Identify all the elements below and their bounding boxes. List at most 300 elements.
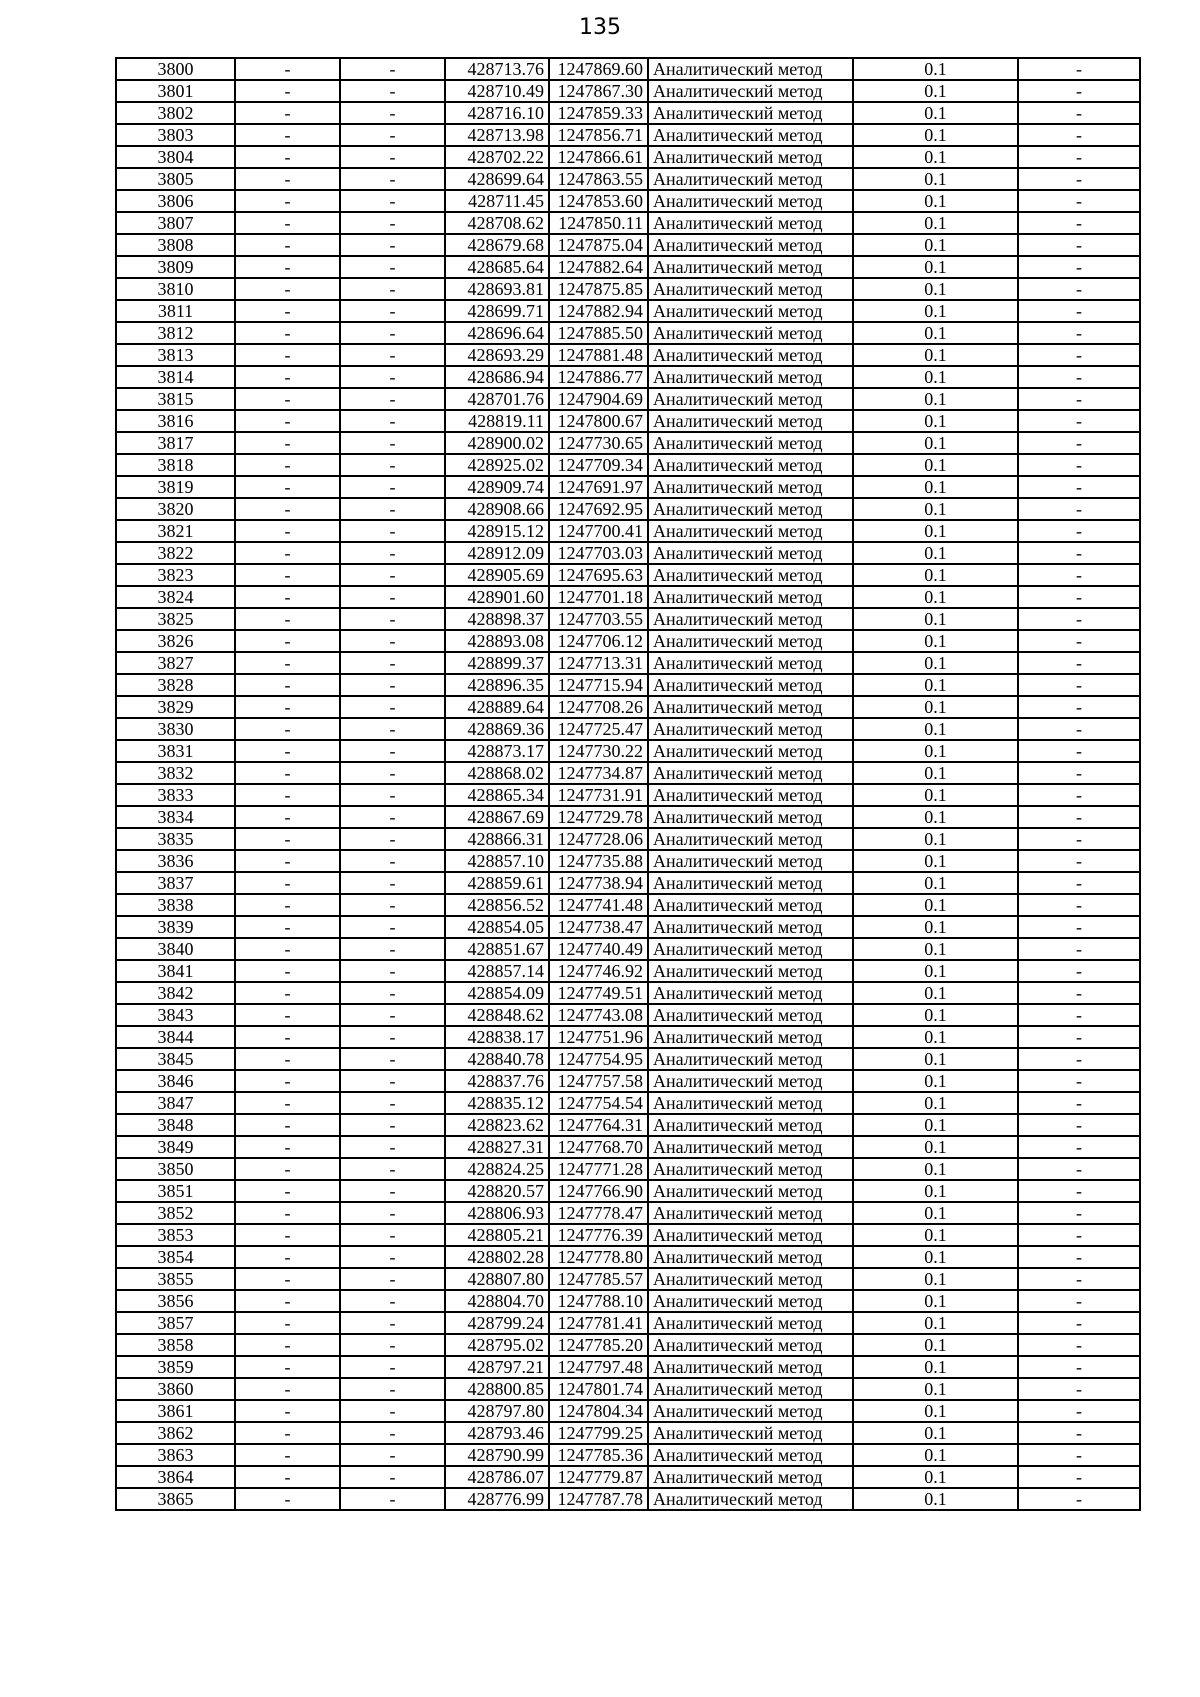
point-number-cell: 3848 bbox=[116, 1114, 235, 1136]
empty-value-cell: - bbox=[235, 476, 340, 498]
y-coordinate-cell: 1247866.61 bbox=[549, 146, 648, 168]
empty-value-cell: - bbox=[235, 498, 340, 520]
table-row bbox=[116, 520, 1140, 542]
empty-value-cell: - bbox=[340, 344, 445, 366]
empty-value-cell: - bbox=[235, 256, 340, 278]
empty-value-cell: - bbox=[340, 278, 445, 300]
table-row bbox=[116, 630, 1140, 652]
description-cell: - bbox=[1018, 1488, 1140, 1510]
point-number-cell: 3816 bbox=[116, 410, 235, 432]
table-row bbox=[116, 344, 1140, 366]
description-cell: - bbox=[1018, 652, 1140, 674]
y-coordinate-cell: 1247695.63 bbox=[549, 564, 648, 586]
method-cell: Аналитический метод bbox=[648, 894, 853, 916]
x-coordinate-cell: 428866.31 bbox=[445, 828, 549, 850]
x-coordinate-cell: 428869.36 bbox=[445, 718, 549, 740]
point-number-cell: 3864 bbox=[116, 1466, 235, 1488]
method-cell: Аналитический метод bbox=[648, 586, 853, 608]
method-cell: Аналитический метод bbox=[648, 366, 853, 388]
x-coordinate-cell: 428854.05 bbox=[445, 916, 549, 938]
accuracy-cell: 0.1 bbox=[853, 828, 1018, 850]
table-row bbox=[116, 278, 1140, 300]
point-number-cell: 3811 bbox=[116, 300, 235, 322]
x-coordinate-cell: 428693.29 bbox=[445, 344, 549, 366]
x-coordinate-cell: 428905.69 bbox=[445, 564, 549, 586]
description-cell: - bbox=[1018, 740, 1140, 762]
point-number-cell: 3836 bbox=[116, 850, 235, 872]
accuracy-cell: 0.1 bbox=[853, 80, 1018, 102]
empty-value-cell: - bbox=[235, 696, 340, 718]
coordinates-table bbox=[115, 57, 1141, 1511]
y-coordinate-cell: 1247713.31 bbox=[549, 652, 648, 674]
point-number-cell: 3860 bbox=[116, 1378, 235, 1400]
table-row bbox=[116, 938, 1140, 960]
empty-value-cell: - bbox=[235, 806, 340, 828]
method-cell: Аналитический метод bbox=[648, 1334, 853, 1356]
y-coordinate-cell: 1247728.06 bbox=[549, 828, 648, 850]
y-coordinate-cell: 1247771.28 bbox=[549, 1158, 648, 1180]
x-coordinate-cell: 428859.61 bbox=[445, 872, 549, 894]
point-number-cell: 3814 bbox=[116, 366, 235, 388]
accuracy-cell: 0.1 bbox=[853, 938, 1018, 960]
accuracy-cell: 0.1 bbox=[853, 410, 1018, 432]
accuracy-cell: 0.1 bbox=[853, 168, 1018, 190]
empty-value-cell: - bbox=[235, 652, 340, 674]
point-number-cell: 3845 bbox=[116, 1048, 235, 1070]
method-cell: Аналитический метод bbox=[648, 1312, 853, 1334]
description-cell: - bbox=[1018, 872, 1140, 894]
description-cell: - bbox=[1018, 1114, 1140, 1136]
method-cell: Аналитический метод bbox=[648, 1048, 853, 1070]
empty-value-cell: - bbox=[235, 740, 340, 762]
empty-value-cell: - bbox=[235, 960, 340, 982]
description-cell: - bbox=[1018, 1026, 1140, 1048]
accuracy-cell: 0.1 bbox=[853, 366, 1018, 388]
table-row bbox=[116, 718, 1140, 740]
x-coordinate-cell: 428901.60 bbox=[445, 586, 549, 608]
accuracy-cell: 0.1 bbox=[853, 652, 1018, 674]
point-number-cell: 3823 bbox=[116, 564, 235, 586]
description-cell: - bbox=[1018, 102, 1140, 124]
table-row bbox=[116, 300, 1140, 322]
accuracy-cell: 0.1 bbox=[853, 1290, 1018, 1312]
empty-value-cell: - bbox=[235, 1158, 340, 1180]
x-coordinate-cell: 428823.62 bbox=[445, 1114, 549, 1136]
y-coordinate-cell: 1247776.39 bbox=[549, 1224, 648, 1246]
description-cell: - bbox=[1018, 520, 1140, 542]
accuracy-cell: 0.1 bbox=[853, 124, 1018, 146]
y-coordinate-cell: 1247735.88 bbox=[549, 850, 648, 872]
empty-value-cell: - bbox=[235, 1290, 340, 1312]
point-number-cell: 3804 bbox=[116, 146, 235, 168]
point-number-cell: 3831 bbox=[116, 740, 235, 762]
method-cell: Аналитический метод bbox=[648, 850, 853, 872]
description-cell: - bbox=[1018, 762, 1140, 784]
empty-value-cell: - bbox=[235, 124, 340, 146]
table-row bbox=[116, 1290, 1140, 1312]
empty-value-cell: - bbox=[235, 872, 340, 894]
accuracy-cell: 0.1 bbox=[853, 1268, 1018, 1290]
empty-value-cell: - bbox=[340, 1290, 445, 1312]
description-cell: - bbox=[1018, 498, 1140, 520]
method-cell: Аналитический метод bbox=[648, 454, 853, 476]
y-coordinate-cell: 1247730.22 bbox=[549, 740, 648, 762]
point-number-cell: 3806 bbox=[116, 190, 235, 212]
description-cell: - bbox=[1018, 1400, 1140, 1422]
method-cell: Аналитический метод bbox=[648, 784, 853, 806]
x-coordinate-cell: 428804.70 bbox=[445, 1290, 549, 1312]
empty-value-cell: - bbox=[340, 1312, 445, 1334]
accuracy-cell: 0.1 bbox=[853, 1422, 1018, 1444]
x-coordinate-cell: 428786.07 bbox=[445, 1466, 549, 1488]
table-row bbox=[116, 806, 1140, 828]
table-row bbox=[116, 850, 1140, 872]
accuracy-cell: 0.1 bbox=[853, 564, 1018, 586]
table-row bbox=[116, 212, 1140, 234]
y-coordinate-cell: 1247804.34 bbox=[549, 1400, 648, 1422]
description-cell: - bbox=[1018, 58, 1140, 80]
method-cell: Аналитический метод bbox=[648, 58, 853, 80]
x-coordinate-cell: 428679.68 bbox=[445, 234, 549, 256]
point-number-cell: 3856 bbox=[116, 1290, 235, 1312]
accuracy-cell: 0.1 bbox=[853, 1224, 1018, 1246]
empty-value-cell: - bbox=[235, 366, 340, 388]
method-cell: Аналитический метод bbox=[648, 476, 853, 498]
x-coordinate-cell: 428805.21 bbox=[445, 1224, 549, 1246]
description-cell: - bbox=[1018, 806, 1140, 828]
description-cell: - bbox=[1018, 278, 1140, 300]
accuracy-cell: 0.1 bbox=[853, 344, 1018, 366]
empty-value-cell: - bbox=[340, 696, 445, 718]
table-row bbox=[116, 1224, 1140, 1246]
description-cell: - bbox=[1018, 212, 1140, 234]
x-coordinate-cell: 428702.22 bbox=[445, 146, 549, 168]
x-coordinate-cell: 428848.62 bbox=[445, 1004, 549, 1026]
empty-value-cell: - bbox=[340, 674, 445, 696]
empty-value-cell: - bbox=[340, 652, 445, 674]
accuracy-cell: 0.1 bbox=[853, 1334, 1018, 1356]
empty-value-cell: - bbox=[340, 828, 445, 850]
accuracy-cell: 0.1 bbox=[853, 234, 1018, 256]
y-coordinate-cell: 1247703.55 bbox=[549, 608, 648, 630]
method-cell: Аналитический метод bbox=[648, 1180, 853, 1202]
y-coordinate-cell: 1247701.18 bbox=[549, 586, 648, 608]
accuracy-cell: 0.1 bbox=[853, 1444, 1018, 1466]
table-row bbox=[116, 124, 1140, 146]
y-coordinate-cell: 1247785.36 bbox=[549, 1444, 648, 1466]
empty-value-cell: - bbox=[340, 1202, 445, 1224]
empty-value-cell: - bbox=[235, 432, 340, 454]
accuracy-cell: 0.1 bbox=[853, 498, 1018, 520]
y-coordinate-cell: 1247729.78 bbox=[549, 806, 648, 828]
empty-value-cell: - bbox=[235, 1488, 340, 1510]
x-coordinate-cell: 428797.21 bbox=[445, 1356, 549, 1378]
table-row bbox=[116, 1356, 1140, 1378]
empty-value-cell: - bbox=[235, 80, 340, 102]
x-coordinate-cell: 428824.25 bbox=[445, 1158, 549, 1180]
y-coordinate-cell: 1247799.25 bbox=[549, 1422, 648, 1444]
empty-value-cell: - bbox=[235, 1048, 340, 1070]
method-cell: Аналитический метод bbox=[648, 1136, 853, 1158]
empty-value-cell: - bbox=[340, 938, 445, 960]
empty-value-cell: - bbox=[235, 608, 340, 630]
empty-value-cell: - bbox=[340, 454, 445, 476]
y-coordinate-cell: 1247859.33 bbox=[549, 102, 648, 124]
x-coordinate-cell: 428693.81 bbox=[445, 278, 549, 300]
method-cell: Аналитический метод bbox=[648, 630, 853, 652]
table-row bbox=[116, 652, 1140, 674]
method-cell: Аналитический метод bbox=[648, 806, 853, 828]
x-coordinate-cell: 428837.76 bbox=[445, 1070, 549, 1092]
point-number-cell: 3854 bbox=[116, 1246, 235, 1268]
empty-value-cell: - bbox=[235, 1136, 340, 1158]
table-row bbox=[116, 1268, 1140, 1290]
x-coordinate-cell: 428838.17 bbox=[445, 1026, 549, 1048]
method-cell: Аналитический метод bbox=[648, 1290, 853, 1312]
y-coordinate-cell: 1247738.94 bbox=[549, 872, 648, 894]
accuracy-cell: 0.1 bbox=[853, 740, 1018, 762]
description-cell: - bbox=[1018, 630, 1140, 652]
table-row bbox=[116, 872, 1140, 894]
y-coordinate-cell: 1247904.69 bbox=[549, 388, 648, 410]
method-cell: Аналитический метод bbox=[648, 1378, 853, 1400]
empty-value-cell: - bbox=[235, 718, 340, 740]
empty-value-cell: - bbox=[340, 1422, 445, 1444]
empty-value-cell: - bbox=[235, 278, 340, 300]
x-coordinate-cell: 428806.93 bbox=[445, 1202, 549, 1224]
y-coordinate-cell: 1247741.48 bbox=[549, 894, 648, 916]
empty-value-cell: - bbox=[235, 520, 340, 542]
empty-value-cell: - bbox=[340, 608, 445, 630]
accuracy-cell: 0.1 bbox=[853, 916, 1018, 938]
y-coordinate-cell: 1247781.41 bbox=[549, 1312, 648, 1334]
x-coordinate-cell: 428912.09 bbox=[445, 542, 549, 564]
empty-value-cell: - bbox=[235, 1114, 340, 1136]
accuracy-cell: 0.1 bbox=[853, 1378, 1018, 1400]
description-cell: - bbox=[1018, 1070, 1140, 1092]
x-coordinate-cell: 428699.71 bbox=[445, 300, 549, 322]
empty-value-cell: - bbox=[235, 1422, 340, 1444]
y-coordinate-cell: 1247881.48 bbox=[549, 344, 648, 366]
empty-value-cell: - bbox=[340, 1466, 445, 1488]
table-row bbox=[116, 1246, 1140, 1268]
point-number-cell: 3830 bbox=[116, 718, 235, 740]
description-cell: - bbox=[1018, 1158, 1140, 1180]
accuracy-cell: 0.1 bbox=[853, 102, 1018, 124]
description-cell: - bbox=[1018, 1224, 1140, 1246]
method-cell: Аналитический метод bbox=[648, 696, 853, 718]
point-number-cell: 3841 bbox=[116, 960, 235, 982]
y-coordinate-cell: 1247867.30 bbox=[549, 80, 648, 102]
empty-value-cell: - bbox=[235, 586, 340, 608]
y-coordinate-cell: 1247730.65 bbox=[549, 432, 648, 454]
empty-value-cell: - bbox=[340, 806, 445, 828]
x-coordinate-cell: 428797.80 bbox=[445, 1400, 549, 1422]
accuracy-cell: 0.1 bbox=[853, 762, 1018, 784]
description-cell: - bbox=[1018, 146, 1140, 168]
method-cell: Аналитический метод bbox=[648, 1488, 853, 1510]
empty-value-cell: - bbox=[235, 1444, 340, 1466]
x-coordinate-cell: 428840.78 bbox=[445, 1048, 549, 1070]
accuracy-cell: 0.1 bbox=[853, 1246, 1018, 1268]
empty-value-cell: - bbox=[235, 1268, 340, 1290]
point-number-cell: 3821 bbox=[116, 520, 235, 542]
description-cell: - bbox=[1018, 1268, 1140, 1290]
empty-value-cell: - bbox=[235, 212, 340, 234]
empty-value-cell: - bbox=[340, 564, 445, 586]
table-row bbox=[116, 1466, 1140, 1488]
table-row bbox=[116, 894, 1140, 916]
accuracy-cell: 0.1 bbox=[853, 1488, 1018, 1510]
y-coordinate-cell: 1247853.60 bbox=[549, 190, 648, 212]
x-coordinate-cell: 428696.64 bbox=[445, 322, 549, 344]
accuracy-cell: 0.1 bbox=[853, 894, 1018, 916]
x-coordinate-cell: 428854.09 bbox=[445, 982, 549, 1004]
empty-value-cell: - bbox=[340, 102, 445, 124]
point-number-cell: 3843 bbox=[116, 1004, 235, 1026]
empty-value-cell: - bbox=[340, 80, 445, 102]
method-cell: Аналитический метод bbox=[648, 762, 853, 784]
accuracy-cell: 0.1 bbox=[853, 784, 1018, 806]
empty-value-cell: - bbox=[340, 432, 445, 454]
empty-value-cell: - bbox=[340, 1158, 445, 1180]
y-coordinate-cell: 1247875.04 bbox=[549, 234, 648, 256]
y-coordinate-cell: 1247779.87 bbox=[549, 1466, 648, 1488]
empty-value-cell: - bbox=[235, 190, 340, 212]
x-coordinate-cell: 428827.31 bbox=[445, 1136, 549, 1158]
accuracy-cell: 0.1 bbox=[853, 322, 1018, 344]
accuracy-cell: 0.1 bbox=[853, 1356, 1018, 1378]
empty-value-cell: - bbox=[340, 960, 445, 982]
accuracy-cell: 0.1 bbox=[853, 806, 1018, 828]
table-row bbox=[116, 58, 1140, 80]
point-number-cell: 3851 bbox=[116, 1180, 235, 1202]
empty-value-cell: - bbox=[235, 630, 340, 652]
empty-value-cell: - bbox=[340, 1136, 445, 1158]
x-coordinate-cell: 428699.64 bbox=[445, 168, 549, 190]
y-coordinate-cell: 1247885.50 bbox=[549, 322, 648, 344]
x-coordinate-cell: 428835.12 bbox=[445, 1092, 549, 1114]
y-coordinate-cell: 1247757.58 bbox=[549, 1070, 648, 1092]
empty-value-cell: - bbox=[340, 190, 445, 212]
table-row bbox=[116, 696, 1140, 718]
x-coordinate-cell: 428900.02 bbox=[445, 432, 549, 454]
point-number-cell: 3825 bbox=[116, 608, 235, 630]
accuracy-cell: 0.1 bbox=[853, 1136, 1018, 1158]
empty-value-cell: - bbox=[235, 58, 340, 80]
accuracy-cell: 0.1 bbox=[853, 1048, 1018, 1070]
empty-value-cell: - bbox=[340, 1268, 445, 1290]
empty-value-cell: - bbox=[235, 1356, 340, 1378]
empty-value-cell: - bbox=[340, 124, 445, 146]
empty-value-cell: - bbox=[340, 1488, 445, 1510]
point-number-cell: 3838 bbox=[116, 894, 235, 916]
empty-value-cell: - bbox=[340, 366, 445, 388]
y-coordinate-cell: 1247691.97 bbox=[549, 476, 648, 498]
description-cell: - bbox=[1018, 1290, 1140, 1312]
method-cell: Аналитический метод bbox=[648, 1092, 853, 1114]
empty-value-cell: - bbox=[340, 168, 445, 190]
empty-value-cell: - bbox=[340, 1180, 445, 1202]
table-row bbox=[116, 1158, 1140, 1180]
point-number-cell: 3827 bbox=[116, 652, 235, 674]
point-number-cell: 3824 bbox=[116, 586, 235, 608]
empty-value-cell: - bbox=[235, 344, 340, 366]
table-row bbox=[116, 1114, 1140, 1136]
method-cell: Аналитический метод bbox=[648, 146, 853, 168]
y-coordinate-cell: 1247751.96 bbox=[549, 1026, 648, 1048]
description-cell: - bbox=[1018, 410, 1140, 432]
method-cell: Аналитический метод bbox=[648, 322, 853, 344]
method-cell: Аналитический метод bbox=[648, 674, 853, 696]
point-number-cell: 3817 bbox=[116, 432, 235, 454]
method-cell: Аналитический метод bbox=[648, 740, 853, 762]
method-cell: Аналитический метод bbox=[648, 80, 853, 102]
point-number-cell: 3865 bbox=[116, 1488, 235, 1510]
x-coordinate-cell: 428851.67 bbox=[445, 938, 549, 960]
method-cell: Аналитический метод bbox=[648, 1268, 853, 1290]
x-coordinate-cell: 428898.37 bbox=[445, 608, 549, 630]
y-coordinate-cell: 1247800.67 bbox=[549, 410, 648, 432]
accuracy-cell: 0.1 bbox=[853, 850, 1018, 872]
y-coordinate-cell: 1247856.71 bbox=[549, 124, 648, 146]
point-number-cell: 3828 bbox=[116, 674, 235, 696]
accuracy-cell: 0.1 bbox=[853, 1312, 1018, 1334]
point-number-cell: 3800 bbox=[116, 58, 235, 80]
accuracy-cell: 0.1 bbox=[853, 1114, 1018, 1136]
table-row bbox=[116, 960, 1140, 982]
x-coordinate-cell: 428896.35 bbox=[445, 674, 549, 696]
point-number-cell: 3810 bbox=[116, 278, 235, 300]
description-cell: - bbox=[1018, 234, 1140, 256]
accuracy-cell: 0.1 bbox=[853, 982, 1018, 1004]
accuracy-cell: 0.1 bbox=[853, 630, 1018, 652]
table-row bbox=[116, 916, 1140, 938]
description-cell: - bbox=[1018, 432, 1140, 454]
point-number-cell: 3833 bbox=[116, 784, 235, 806]
point-number-cell: 3840 bbox=[116, 938, 235, 960]
empty-value-cell: - bbox=[340, 872, 445, 894]
x-coordinate-cell: 428819.11 bbox=[445, 410, 549, 432]
description-cell: - bbox=[1018, 190, 1140, 212]
point-number-cell: 3803 bbox=[116, 124, 235, 146]
empty-value-cell: - bbox=[340, 1400, 445, 1422]
point-number-cell: 3859 bbox=[116, 1356, 235, 1378]
description-cell: - bbox=[1018, 256, 1140, 278]
table-row bbox=[116, 1092, 1140, 1114]
table-row bbox=[116, 1180, 1140, 1202]
description-cell: - bbox=[1018, 564, 1140, 586]
y-coordinate-cell: 1247788.10 bbox=[549, 1290, 648, 1312]
accuracy-cell: 0.1 bbox=[853, 454, 1018, 476]
table-row bbox=[116, 1004, 1140, 1026]
table-row bbox=[116, 784, 1140, 806]
point-number-cell: 3801 bbox=[116, 80, 235, 102]
x-coordinate-cell: 428807.80 bbox=[445, 1268, 549, 1290]
point-number-cell: 3852 bbox=[116, 1202, 235, 1224]
empty-value-cell: - bbox=[340, 916, 445, 938]
empty-value-cell: - bbox=[340, 1070, 445, 1092]
table-row bbox=[116, 190, 1140, 212]
y-coordinate-cell: 1247801.74 bbox=[549, 1378, 648, 1400]
point-number-cell: 3819 bbox=[116, 476, 235, 498]
empty-value-cell: - bbox=[235, 102, 340, 124]
table-row bbox=[116, 740, 1140, 762]
table-row bbox=[116, 586, 1140, 608]
x-coordinate-cell: 428686.94 bbox=[445, 366, 549, 388]
accuracy-cell: 0.1 bbox=[853, 1070, 1018, 1092]
y-coordinate-cell: 1247869.60 bbox=[549, 58, 648, 80]
